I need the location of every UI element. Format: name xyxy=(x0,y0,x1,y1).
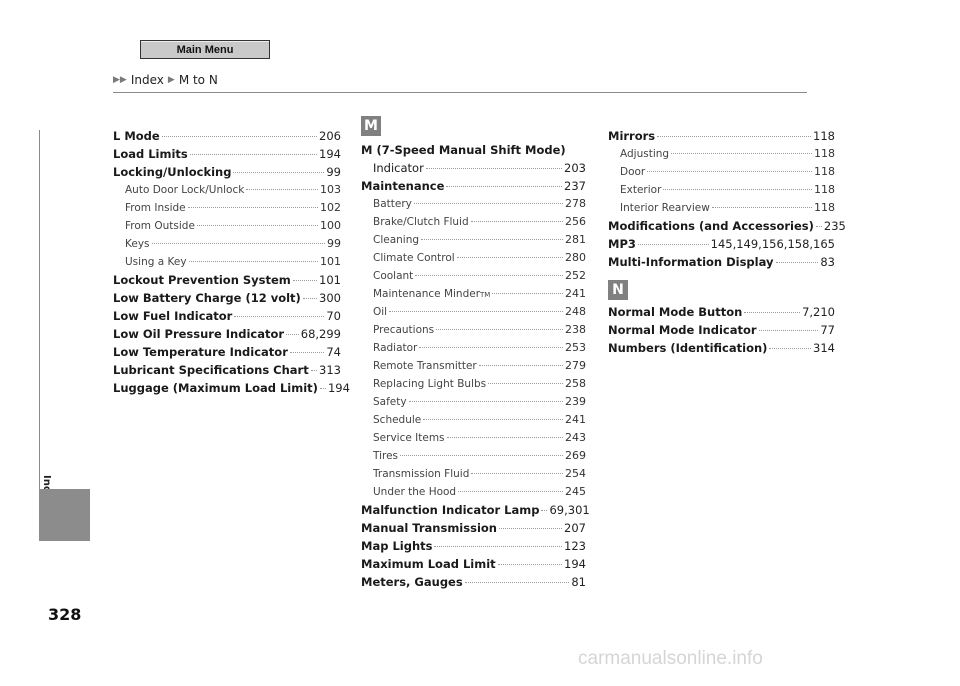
index-entry[interactable] xyxy=(608,217,846,235)
side-divider xyxy=(39,130,40,531)
breadcrumb xyxy=(113,73,218,87)
index-entry[interactable] xyxy=(361,285,586,303)
index-entry[interactable] xyxy=(608,235,835,253)
entry-label: Locking/Unlocking xyxy=(113,165,232,179)
dot-leader xyxy=(479,365,563,366)
entry-page-ref[interactable]: 206 xyxy=(319,129,341,143)
index-entry[interactable] xyxy=(608,145,835,163)
index-entry[interactable] xyxy=(361,339,586,357)
dot-leader xyxy=(499,528,562,529)
dot-leader xyxy=(197,225,318,226)
index-entry[interactable] xyxy=(113,307,341,325)
index-entry[interactable] xyxy=(361,537,586,555)
dot-leader xyxy=(293,280,317,281)
entry-page-ref[interactable]: 207 xyxy=(564,521,586,535)
entry-page-ref[interactable]: 194 xyxy=(564,557,586,571)
entry-page-ref[interactable]: 194 xyxy=(327,381,350,395)
entry-page-ref[interactable]: 241 xyxy=(565,287,586,300)
entry-page-ref[interactable]: 77 xyxy=(820,323,835,337)
entry-page-ref[interactable]: 238 xyxy=(565,323,586,336)
index-entry[interactable] xyxy=(113,163,341,181)
entry-page-ref[interactable]: 118 xyxy=(813,129,835,143)
entry-label: Map Lights xyxy=(361,539,433,553)
entry-page-ref[interactable]: 99 xyxy=(327,237,341,250)
dot-leader xyxy=(423,419,563,420)
entry-label: Interior Rearview xyxy=(620,202,710,214)
index-entry[interactable] xyxy=(113,145,341,163)
dot-leader xyxy=(320,388,326,389)
entry-page-ref[interactable]: 237 xyxy=(564,179,586,193)
entry-label: Maintenance xyxy=(361,179,445,193)
index-entry[interactable] xyxy=(113,379,350,397)
entry-label: Exterior xyxy=(620,184,662,196)
entry-label: MP3 xyxy=(608,237,636,251)
entry-label: Transmission Fluid xyxy=(373,468,470,480)
dot-leader xyxy=(712,207,812,208)
entry-label: Coolant xyxy=(373,270,414,282)
entry-page-ref[interactable]: 99 xyxy=(326,165,341,179)
index-entry[interactable] xyxy=(361,483,586,501)
entry-page-ref[interactable]: 145,149,156,158,165 xyxy=(710,237,835,251)
watermark: carmanualsonline.info xyxy=(578,648,763,669)
dot-leader xyxy=(776,262,819,263)
entry-page-ref[interactable]: 254 xyxy=(565,467,586,480)
entry-label: Low Temperature Indicator xyxy=(113,345,288,359)
entry-label: Climate Control xyxy=(373,252,455,264)
dot-leader xyxy=(188,207,318,208)
index-column-3 xyxy=(608,127,846,357)
index-entry[interactable] xyxy=(361,195,586,213)
section-letter-m: M xyxy=(361,116,381,136)
dot-leader xyxy=(421,239,563,240)
entry-page-ref[interactable]: 281 xyxy=(565,233,586,246)
entry-label: Precautions xyxy=(373,324,435,336)
dot-leader xyxy=(303,298,317,299)
index-entry[interactable] xyxy=(113,181,341,199)
dot-leader xyxy=(189,261,318,262)
entry-page-ref[interactable]: 300 xyxy=(319,291,341,305)
entry-page-ref[interactable]: 313 xyxy=(319,363,341,377)
dot-leader xyxy=(457,257,563,258)
dot-leader xyxy=(389,311,563,312)
dot-leader xyxy=(647,171,812,172)
index-entry[interactable] xyxy=(361,429,586,447)
entry-label: Maximum Load Limit xyxy=(361,557,496,571)
index-entry[interactable] xyxy=(361,213,586,231)
page-number: 328 xyxy=(48,605,82,624)
index-entry[interactable] xyxy=(361,393,586,411)
dot-leader xyxy=(663,189,812,190)
entry-page-ref[interactable]: 118 xyxy=(814,201,835,214)
index-entry[interactable] xyxy=(361,321,586,339)
entry-page-ref[interactable]: 100 xyxy=(320,219,341,232)
entry-label: Replacing Light Bulbs xyxy=(373,378,487,390)
dot-leader xyxy=(415,275,563,276)
dot-leader xyxy=(436,329,563,330)
dot-leader xyxy=(409,401,563,402)
entry-label: Normal Mode Indicator xyxy=(608,323,757,337)
entry-page-ref[interactable]: 314 xyxy=(813,341,835,355)
index-entry[interactable] xyxy=(361,141,586,159)
entry-label: Tires xyxy=(373,450,399,462)
dot-leader xyxy=(419,347,563,348)
index-column-2 xyxy=(361,118,590,591)
dot-leader xyxy=(446,186,562,187)
entry-page-ref[interactable]: 203 xyxy=(564,161,586,175)
dot-leader xyxy=(152,243,325,244)
dot-leader xyxy=(541,510,547,511)
entry-label: Brake/Clutch Fluid xyxy=(373,216,469,228)
index-entry[interactable] xyxy=(608,321,835,339)
header-divider xyxy=(113,92,807,93)
entry-page-ref[interactable]: 102 xyxy=(320,201,341,214)
entry-page-ref[interactable]: 194 xyxy=(319,147,341,161)
entry-page-ref[interactable]: 70 xyxy=(326,309,341,323)
dot-leader xyxy=(471,221,563,222)
index-entry[interactable] xyxy=(361,501,590,519)
entry-label: Numbers (Identification) xyxy=(608,341,768,355)
index-entry[interactable] xyxy=(113,235,341,253)
index-entry[interactable] xyxy=(113,253,341,271)
index-entry[interactable] xyxy=(608,127,835,145)
entry-page-ref[interactable]: 118 xyxy=(814,147,835,160)
entry-label: Using a Key xyxy=(125,256,187,268)
entry-label: Door xyxy=(620,166,646,178)
index-entry[interactable] xyxy=(361,519,586,537)
entry-label: Load Limits xyxy=(113,147,188,161)
index-entry[interactable] xyxy=(608,199,835,217)
entry-page-ref[interactable]: 68,299 xyxy=(300,327,341,341)
dot-leader xyxy=(458,491,563,492)
entry-page-ref[interactable]: 69,301 xyxy=(549,503,590,517)
index-entry[interactable] xyxy=(361,573,586,591)
index-entry[interactable] xyxy=(361,159,586,177)
dot-leader xyxy=(434,546,562,547)
index-entry[interactable] xyxy=(113,361,341,379)
entry-page-ref[interactable]: 83 xyxy=(820,255,835,269)
entry-label: Low Battery Charge (12 volt) xyxy=(113,291,301,305)
breadcrumb-item-current: M to N xyxy=(178,73,218,87)
entry-label: Manual Transmission xyxy=(361,521,497,535)
index-entry[interactable] xyxy=(113,343,341,361)
dot-leader xyxy=(769,348,811,349)
index-entry[interactable] xyxy=(608,303,835,321)
dot-leader xyxy=(488,383,563,384)
entry-label: Malfunction Indicator Lamp xyxy=(361,503,540,517)
index-entry[interactable] xyxy=(113,199,341,217)
index-tab[interactable] xyxy=(39,489,90,541)
index-entry[interactable] xyxy=(361,177,586,195)
entry-page-ref[interactable]: 258 xyxy=(565,377,586,390)
index-entry[interactable] xyxy=(608,163,835,181)
dot-leader xyxy=(286,334,299,335)
dot-leader xyxy=(234,316,324,317)
index-entry[interactable] xyxy=(361,357,586,375)
dot-leader xyxy=(471,473,563,474)
entry-page-ref[interactable]: 253 xyxy=(565,341,586,354)
entry-page-ref[interactable]: 118 xyxy=(814,183,835,196)
entry-label: Cleaning xyxy=(373,234,420,246)
entry-page-ref[interactable]: 243 xyxy=(565,431,586,444)
entry-label: Lockout Prevention System xyxy=(113,273,291,287)
entry-page-ref[interactable]: 101 xyxy=(319,273,341,287)
index-entry[interactable] xyxy=(361,555,586,573)
entry-label: Normal Mode Button xyxy=(608,305,743,319)
index-entry[interactable] xyxy=(113,325,341,343)
index-entry[interactable] xyxy=(113,271,341,289)
index-entry[interactable] xyxy=(113,217,341,235)
dot-leader xyxy=(671,153,812,154)
entry-label: Safety xyxy=(373,396,407,408)
dot-leader xyxy=(465,582,570,583)
dot-leader xyxy=(311,370,317,371)
entry-label: Adjusting xyxy=(620,148,670,160)
entry-page-ref[interactable]: 248 xyxy=(565,305,586,318)
entry-label: Oil xyxy=(373,306,388,318)
entry-page-ref[interactable]: 103 xyxy=(320,183,341,196)
entry-label: Meters, Gauges xyxy=(361,575,463,589)
index-entry[interactable] xyxy=(361,375,586,393)
dot-leader xyxy=(233,172,324,173)
index-entry[interactable] xyxy=(361,303,586,321)
entry-label: M (7-Speed Manual Shift Mode) xyxy=(361,143,566,157)
index-entry[interactable] xyxy=(608,253,835,271)
entry-label: Maintenance Minder xyxy=(373,288,481,300)
entry-label: Under the Hood xyxy=(373,486,457,498)
dot-leader xyxy=(744,312,800,313)
index-entry[interactable] xyxy=(113,127,341,145)
entry-page-ref[interactable]: 241 xyxy=(565,413,586,426)
section-letter-n: N xyxy=(608,280,628,300)
entry-page-ref[interactable]: 118 xyxy=(814,165,835,178)
entry-page-ref[interactable]: 74 xyxy=(326,345,341,359)
entry-label: Radiator xyxy=(373,342,418,354)
entry-label: Indicator xyxy=(373,161,424,175)
entry-page-ref[interactable]: 252 xyxy=(565,269,586,282)
entry-label: Lubricant Specifications Chart xyxy=(113,363,309,377)
main-menu-button[interactable]: Main Menu xyxy=(140,40,270,59)
dot-leader xyxy=(447,437,563,438)
entry-label: Mirrors xyxy=(608,129,656,143)
breadcrumb-arrow-icon: ▶ xyxy=(167,75,175,85)
dot-leader xyxy=(498,564,562,565)
entry-label: Luggage (Maximum Load Limit) xyxy=(113,381,318,395)
entry-page-ref[interactable]: 81 xyxy=(571,575,586,589)
index-column-1 xyxy=(113,127,350,397)
dot-leader xyxy=(816,226,822,227)
entry-label: Multi-Information Display xyxy=(608,255,774,269)
entry-label: Modifications (and Accessories) xyxy=(608,219,814,233)
dot-leader xyxy=(190,154,317,155)
entry-label: Remote Transmitter xyxy=(373,360,477,372)
entry-page-ref[interactable]: 123 xyxy=(564,539,586,553)
index-entry[interactable] xyxy=(361,231,586,249)
dot-leader xyxy=(162,136,317,137)
entry-label: Service Items xyxy=(373,432,445,444)
entry-page-ref[interactable]: 235 xyxy=(823,219,846,233)
index-entry[interactable] xyxy=(361,411,586,429)
entry-page-ref[interactable]: 245 xyxy=(565,485,586,498)
breadcrumb-item-index[interactable]: Index xyxy=(130,73,164,87)
breadcrumb-arrow-icon: ▶▶ xyxy=(113,75,127,85)
dot-leader xyxy=(657,136,811,137)
entry-label: From Inside xyxy=(125,202,186,214)
index-entry[interactable] xyxy=(113,289,341,307)
entry-page-ref[interactable]: 269 xyxy=(565,449,586,462)
dot-leader xyxy=(638,244,709,245)
entry-page-ref[interactable]: 101 xyxy=(320,255,341,268)
index-entry[interactable] xyxy=(361,249,586,267)
dot-leader xyxy=(426,168,562,169)
index-entry[interactable] xyxy=(361,447,586,465)
entry-page-ref[interactable]: 278 xyxy=(565,197,586,210)
entry-label: From Outside xyxy=(125,220,195,232)
index-entry[interactable] xyxy=(361,465,586,483)
index-entry[interactable] xyxy=(361,267,586,285)
entry-label: Battery xyxy=(373,198,412,210)
entry-label: Low Oil Pressure Indicator xyxy=(113,327,285,341)
dot-leader xyxy=(414,203,563,204)
dot-leader xyxy=(492,293,563,294)
entry-label: Low Fuel Indicator xyxy=(113,309,233,323)
index-entry[interactable] xyxy=(608,339,835,357)
entry-page-ref[interactable]: 280 xyxy=(565,251,586,264)
entry-label: L Mode xyxy=(113,129,160,143)
dot-leader xyxy=(290,352,324,353)
index-entry[interactable] xyxy=(608,181,835,199)
entry-label: Keys xyxy=(125,238,150,250)
dot-leader xyxy=(759,330,819,331)
entry-page-ref[interactable]: 7,210 xyxy=(802,305,835,319)
dot-leader xyxy=(246,189,318,190)
entry-page-ref[interactable]: 239 xyxy=(565,395,586,408)
entry-page-ref[interactable]: 256 xyxy=(565,215,586,228)
trademark-mark: TM xyxy=(480,291,491,299)
entry-page-ref[interactable]: 279 xyxy=(565,359,586,372)
entry-label: Schedule xyxy=(373,414,422,426)
dot-leader xyxy=(400,455,563,456)
entry-label: Auto Door Lock/Unlock xyxy=(125,184,245,196)
